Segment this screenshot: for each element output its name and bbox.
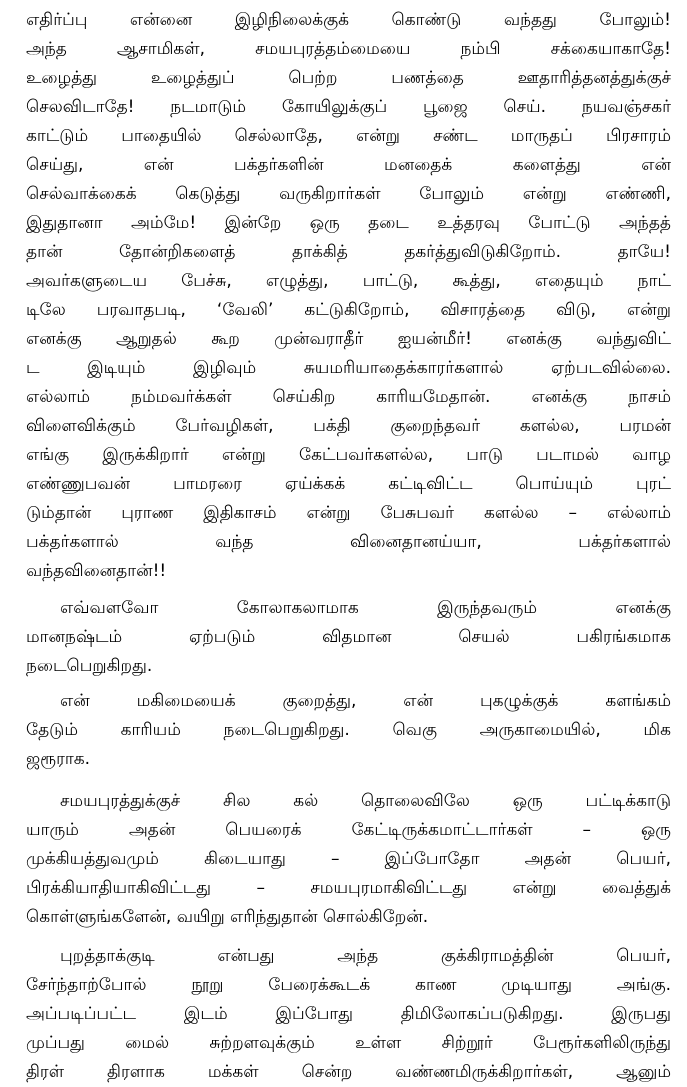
paragraph-5 (26, 942, 671, 1087)
text-line: செலவிடாதே! நடமாடும் கோயிலுக்குப் பூஜை செய். நயவஞ்சகர் (26, 97, 671, 117)
text-line: புறத்தாக்குடி என்பது அந்த குக்கிராமத்தின் பெயர், (60, 946, 671, 966)
text-line: என் மகிமையைக் குறைத்து, என் புகழுக்குக் களங்கம் (60, 691, 671, 711)
text-line: வந்தவினைதான்!! (26, 561, 167, 581)
text-line: தான் தோன்றிகளைத் தாக்கித் தகர்த்துவிடுகிறோம். தாயே! (26, 242, 671, 262)
text-line: கொள்ளுங்களேன், வயிறு எரிந்துதான் சொல்கிறேன். (26, 907, 429, 927)
text-line: விளைவிக்கும் பேர்வழிகள், பக்தி குறைந்தவர் களல்ல, பரமன் (26, 416, 671, 436)
text-line: இதுதானா அம்மே! இன்றே ஒரு தடை உத்தரவு போட்டு அந்தத் (26, 213, 671, 233)
text-line: காட்டும் பாதையில் செல்லாதே, என்று சண்ட மாருதப் பிரசாரம் (26, 126, 671, 146)
text-line: செல்வாக்கைக் கெடுத்து வருகிறார்கள் போலும் என்று எண்ணி, (26, 184, 671, 204)
document-page (26, 6, 671, 1082)
text-line: திரள் திரளாக மக்கள் சென்ற வண்ணமிருக்கிறார்கள், ஆனும் (26, 1062, 671, 1082)
paragraph-2 (26, 594, 671, 681)
text-line: நடைபெறுகிறது. (26, 656, 153, 676)
text-line: எதிர்ப்பு என்னை இழிநிலைக்குக் கொண்டு வந்தது போலும்! (26, 10, 671, 30)
text-line: யாரும் அதன் பெயரைக் கேட்டிருக்கமாட்டார்கள் – ஒரு (26, 820, 671, 840)
text-line: அவர்களுடைய பேச்சு, எழுத்து, பாட்டு, கூத்து, எதையும் நாட் (26, 271, 671, 291)
text-line: பிரக்கியாதியாகிவிட்டது – சமயபுரமாகிவிட்டது என்று வைத்துக் (26, 878, 671, 898)
text-line: எவ்வளவோ கோலாகலாமாக இருந்தவரும் எனக்கு (60, 598, 671, 618)
text-line: எல்லாம் நம்மவர்க்கள் செய்கிற காரியமேதான். எனக்கு நாசம் (26, 387, 671, 407)
text-line: ட இடியும் இழிவும் சுயமரியாதைக்காரர்களால் ஏற்படவில்லை. (26, 358, 671, 378)
text-line: சேர்ந்தாற்போல் நூறு பேரைக்கூடக் காண முடியாது அங்கு. (26, 975, 671, 995)
text-line: எங்கு இருக்கிறார் என்று கேட்பவர்களல்ல, பாடு படாமல் வாழ (26, 445, 671, 465)
text-line: டும்தான் புராண இதிகாசம் என்று பேசுபவர் களல்ல – எல்லாம் (26, 503, 671, 523)
text-line: எனக்கு ஆறுதல் கூற முன்வராதீர் ஐயன்மீர்! எனக்கு வந்துவிட் (26, 329, 671, 349)
text-line: டிலே பரவாதபடி, ‘வேலி’ கட்டுகிறோம், விசாரத்தை விடு, என்று (26, 300, 671, 320)
text-line: பக்தர்களால் வந்த வினைதானய்யா, பக்தர்களால் (26, 532, 671, 552)
text-line: சமயபுரத்துக்குச் சில கல் தொலைவிலே ஒரு பட்டிக்காடு (60, 791, 671, 811)
text-line: செய்து, என் பக்தர்களின் மனதைக் களைத்து என் (26, 155, 671, 175)
paragraph-4 (26, 787, 671, 932)
text-line: அந்த ஆசாமிகள், சமயபுரத்தம்மையை நம்பி சக்கையாகாதே! (26, 39, 671, 59)
paragraph-1 (26, 6, 671, 586)
text-line: ஜரூராக. (26, 749, 91, 769)
text-line: எண்ணுபவன் பாமரரை ஏய்க்கக் கட்டிவிட்ட பொய்யும் புரட் (26, 474, 671, 494)
text-line: உழைத்து உழைத்துப் பெற்ற பணத்தை ஊதாரித்தனத்துக்குச் (26, 68, 671, 88)
text-line: முக்கியத்துவமும் கிடையாது – இப்போதோ அதன் பெயர், (26, 849, 671, 869)
text-line: அப்படிப்பட்ட இடம் இப்போது திமிலோகப்படுகிறது. இருபது (26, 1004, 671, 1024)
paragraph-3 (26, 687, 671, 774)
text-line: மானநஷ்டம் ஏற்படும் விதமான செயல் பகிரங்கமாக (26, 627, 671, 647)
text-line: முப்பது மைல் சுற்றளவுக்கும் உள்ள சிற்றூர் பேரூர்களிலிருந்து (26, 1033, 671, 1053)
text-line: தேடும் காரியம் நடைபெறுகிறது. வெகு அருகாமையில், மிக (26, 720, 671, 740)
